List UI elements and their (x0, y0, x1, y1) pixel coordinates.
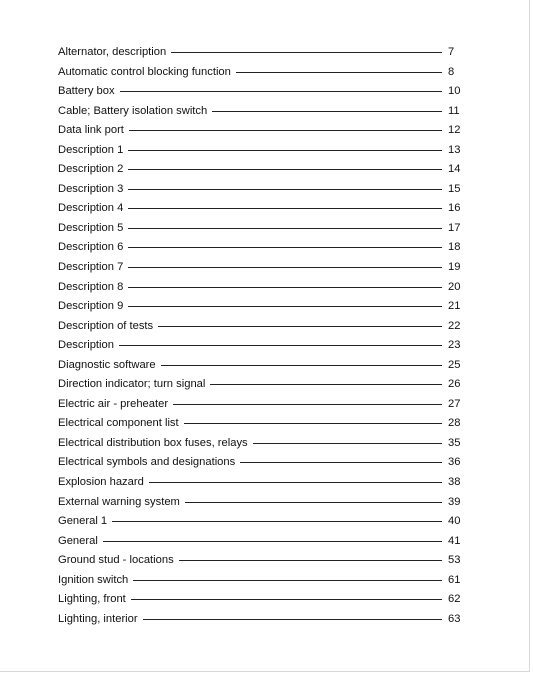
toc-leader-line (120, 91, 442, 92)
toc-leader-line (103, 541, 442, 542)
toc-leader-line (212, 111, 442, 112)
toc-entry[interactable] (58, 496, 462, 516)
toc-entry[interactable] (58, 300, 462, 320)
toc-entry-page-number: 61 (448, 573, 461, 586)
toc-leader-line (128, 169, 442, 170)
toc-entry[interactable] (58, 554, 462, 574)
toc-leader-line (171, 52, 442, 53)
toc-entry-page-number: 27 (448, 397, 461, 410)
toc-entry-page-number: 28 (448, 417, 461, 430)
toc-entry-title: Data link port (58, 124, 124, 137)
toc-leader-line (236, 72, 442, 73)
toc-entry-page-number: 13 (448, 143, 461, 156)
toc-leader-line (240, 462, 442, 463)
toc-entry-title: Description of tests (58, 319, 154, 332)
toc-entry-title: Description 1 (58, 143, 124, 156)
toc-entry-page-number: 18 (448, 241, 461, 254)
toc-leader-line (128, 228, 442, 229)
toc-entry-title: Description 3 (58, 182, 124, 195)
toc-entry[interactable] (58, 85, 462, 105)
toc-entry-page-number: 41 (448, 534, 461, 547)
toc-entry-title: Cable; Battery isolation switch (58, 104, 208, 117)
toc-entry[interactable] (58, 378, 462, 398)
toc-entry[interactable] (58, 476, 462, 496)
toc-entry-page-number: 36 (448, 456, 461, 469)
toc-entry-page-number: 19 (448, 261, 461, 274)
toc-entry-page-number: 62 (448, 593, 461, 606)
toc-entry-title: Electrical component list (58, 417, 179, 430)
toc-entry-page-number: 25 (448, 358, 461, 371)
toc-entry-title: Electrical symbols and designations (58, 456, 236, 469)
toc-entry[interactable] (58, 66, 462, 86)
toc-entry-title: Electrical distribution box fuses, relays (58, 436, 248, 449)
toc-entry[interactable] (58, 183, 462, 203)
toc-entry-title: Description 9 (58, 300, 124, 313)
toc-entry-title: Description 4 (58, 202, 124, 215)
toc-entry-page-number: 23 (448, 339, 461, 352)
toc-entry[interactable] (58, 222, 462, 242)
toc-entry[interactable] (58, 46, 462, 66)
toc-entry-title: External warning system (58, 495, 180, 508)
toc-entry-title: Lighting, interior (58, 612, 138, 625)
toc-leader-line (133, 580, 442, 581)
toc-entry-title: Alternator, description (58, 46, 167, 58)
toc-entry-title: Ignition switch (58, 573, 129, 586)
toc-leader-line (131, 599, 442, 600)
toc-entry[interactable] (58, 535, 462, 555)
toc-entry-page-number: 17 (448, 221, 461, 234)
toc-leader-line (128, 189, 442, 190)
toc-entry[interactable] (58, 105, 462, 125)
toc-entry-page-number: 22 (448, 319, 461, 332)
toc-leader-line (128, 267, 442, 268)
toc-entry-title: Battery box (58, 85, 115, 98)
toc-leader-line (210, 384, 442, 385)
toc-entry-title: Description 2 (58, 163, 124, 176)
toc-entry-title: Automatic control blocking function (58, 65, 231, 78)
toc-leader-line (185, 502, 442, 503)
toc-entry-title: General (58, 534, 98, 547)
toc-entry-page-number: 8 (448, 65, 455, 78)
toc-entry[interactable] (58, 398, 462, 418)
toc-entry-title: Ground stud - locations (58, 554, 174, 567)
toc-leader-line (128, 208, 442, 209)
toc-entry[interactable] (58, 281, 462, 301)
toc-entry-page-number: 40 (448, 515, 461, 528)
toc-entry-title: Description 6 (58, 241, 124, 254)
toc-leader-line (128, 247, 442, 248)
toc-entry[interactable] (58, 320, 462, 340)
toc-entry[interactable] (58, 124, 462, 144)
toc-entry-page-number: 38 (448, 476, 461, 489)
toc-entry[interactable] (58, 515, 462, 535)
toc-entry-title: Direction indicator; turn signal (58, 378, 206, 391)
toc-leader-line (184, 423, 442, 424)
toc-entry-page-number: 20 (448, 280, 461, 293)
toc-entry-title: Explosion hazard (58, 476, 144, 489)
toc-entry-title: Description 5 (58, 221, 124, 234)
toc-entry-page-number: 11 (448, 104, 460, 117)
toc-leader-line (143, 619, 442, 620)
toc-entry[interactable] (58, 417, 462, 437)
toc-entry[interactable] (58, 163, 462, 183)
toc-entry[interactable] (58, 359, 462, 379)
toc-entry-page-number: 10 (448, 85, 461, 98)
toc-entry-title: Description 7 (58, 261, 124, 274)
toc-entry-title: General 1 (58, 515, 108, 528)
toc-leader-line (128, 287, 442, 288)
toc-entry-page-number: 7 (448, 46, 455, 58)
toc-entry[interactable] (58, 241, 462, 261)
toc-entry-page-number: 39 (448, 495, 461, 508)
toc-leader-line (112, 521, 442, 522)
toc-entry-page-number: 15 (448, 182, 461, 195)
toc-leader-line (128, 150, 442, 151)
toc-leader-line (161, 365, 442, 366)
toc-entry-page-number: 14 (448, 163, 461, 176)
toc-entry-title: Description (58, 339, 114, 352)
toc-leader-line (158, 326, 442, 327)
toc-entry[interactable] (58, 437, 462, 457)
toc-entry[interactable] (58, 144, 462, 164)
toc-entry[interactable] (58, 593, 462, 613)
toc-entry[interactable] (58, 202, 462, 222)
toc-entry[interactable] (58, 339, 462, 359)
toc-entry[interactable] (58, 574, 462, 594)
toc-entry[interactable] (58, 456, 462, 476)
toc-entry[interactable] (58, 613, 462, 633)
toc-entry-page-number: 35 (448, 436, 461, 449)
toc-entry-title: Electric air - preheater (58, 397, 169, 410)
toc-leader-line (253, 443, 442, 444)
toc-leader-line (173, 404, 442, 405)
toc-leader-line (128, 306, 442, 307)
table-of-contents (58, 46, 462, 632)
toc-entry-page-number: 26 (448, 378, 461, 391)
toc-entry[interactable] (58, 261, 462, 281)
toc-entry-title: Diagnostic software (58, 358, 156, 371)
toc-leader-line (149, 482, 442, 483)
toc-entry-page-number: 16 (448, 202, 461, 215)
toc-entry-page-number: 12 (448, 124, 461, 137)
toc-leader-line (129, 130, 442, 131)
toc-leader-line (119, 345, 442, 346)
toc-entry-page-number: 21 (448, 300, 461, 313)
toc-entry-page-number: 63 (448, 612, 461, 625)
toc-entry-title: Description 8 (58, 280, 124, 293)
toc-entry-title: Lighting, front (58, 593, 126, 606)
toc-entry-page-number: 53 (448, 554, 461, 567)
toc-leader-line (179, 560, 442, 561)
